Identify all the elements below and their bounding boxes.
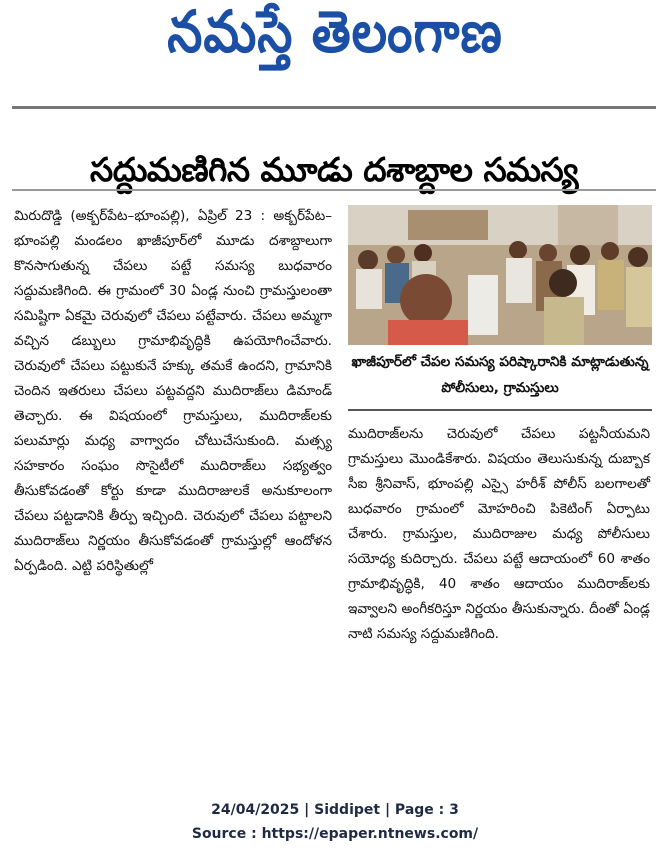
masthead [0, 0, 670, 78]
article-body-right: ముదిరాజ్‌లను చెరువులో చేపలు పట్టనీయమని గ్రామస్తులు మొండికేశారు. విషయం తెలుసుకున్న దుబ్బాక సీఐ శ్రీనివాస్, భూంపల్లి ఎస్సై హరీశ్ పోలీస్ బలగాలతో బుధవారం గ్రామంలో మోహరించి పికెటింగ్ ఏర్పాటు చేశారు. గ్రామస్తుల, ముదిరాజుల మధ్య పోలీసులు సయోధ్య కుదిర్చారు. చేపలు పట్టే ఆదాయంలో 60 శాతం గ్రామాభివృద్ధికి, 40 శాతం ఆదాయం ముదిరాజ్‌లకు ఇవ్వాలని అంగీకరిస్తూ నిర్ణయం తీసుకున్నారు. దీంతో ఏండ్ల నాటి సమస్య సద్దుమణిగింది. [348, 426, 650, 642]
source-link[interactable]: Source : https://epaper.ntnews.com/ [191, 826, 479, 842]
edition-info: 24/04/2025 | Siddipet | Page : 3 [211, 802, 459, 818]
page-footer [0, 798, 670, 846]
photo-caption: ఖాజీపూర్‌లో చేపల సమస్య పరిష్కారానికి మాట్లాడుతున్న పోలీసులు, గ్రామస్తులు [348, 349, 652, 411]
article-headline: సద్దుమణిగిన మూడు దశాబ్దాల సమస్య [90, 150, 578, 190]
headline-divider [12, 189, 656, 191]
article-left-column [14, 204, 332, 579]
article-body-left: మిరుదొడ్డి (అక్బర్‌పేట–భూంపల్లి), ఏప్రిల్ 23 : అక్బర్‌పేట–భూంపల్లి మండలం ఖాజీపూర్‌లో మూడు దశాబ్దాలుగా కొనసాగుతున్న చేపలు పట్టే సమస్య బుధవారం సద్దుమణిగింది. ఈ గ్రామంలో 30 ఏండ్ల నుంచి గ్రామస్తులంతా సమిష్టిగా ఏకమై చెరువులో చేపలు పట్టేవారు. చేపలు అమ్మగా వచ్చిన డబ్బులు గ్రామాభివృద్ధికి ఉపయోగించేవారు. చెరువులో చేపలు పట్టుకునే హక్కు తమకే ఉందని, గ్రామానికి చెందిన ఇతరులు చేపలు పట్టవద్దని ముదిరాజ్‌లు డిమాండ్ తెచ్చారు. ఈ విషయంలో గ్రామస్తులు, ముదిరాజ్‌లకు పలుమార్లు మధ్య వాగ్వాదం చోటుచేసుకుంది. మత్స్య సహకారం సంఘం సొసైటీలో ముదిరాజ్‌లు సభ్యత్వం తీసుకోవడంతో కోర్టు కూడా ముదిరాజులకే అనుకూలంగా చేపలు పట్టడానికి తీర్పు ఇచ్చింది. చెరువులో చేపలు పట్టాలని ముదిరాజ్‌లు నిర్ణయం తీసుకోవడంతో గ్రామస్తుల్లో ఆందోళన ఏర్పడింది. ఎట్టి పరిస్థితుల్లో [14, 208, 332, 574]
crowd-photo-illustration [348, 205, 652, 345]
top-divider [12, 106, 656, 109]
article-right-column [348, 422, 650, 647]
news-photo [348, 205, 652, 345]
masthead-title: నమస్తే తెలంగాణ [167, 0, 503, 65]
